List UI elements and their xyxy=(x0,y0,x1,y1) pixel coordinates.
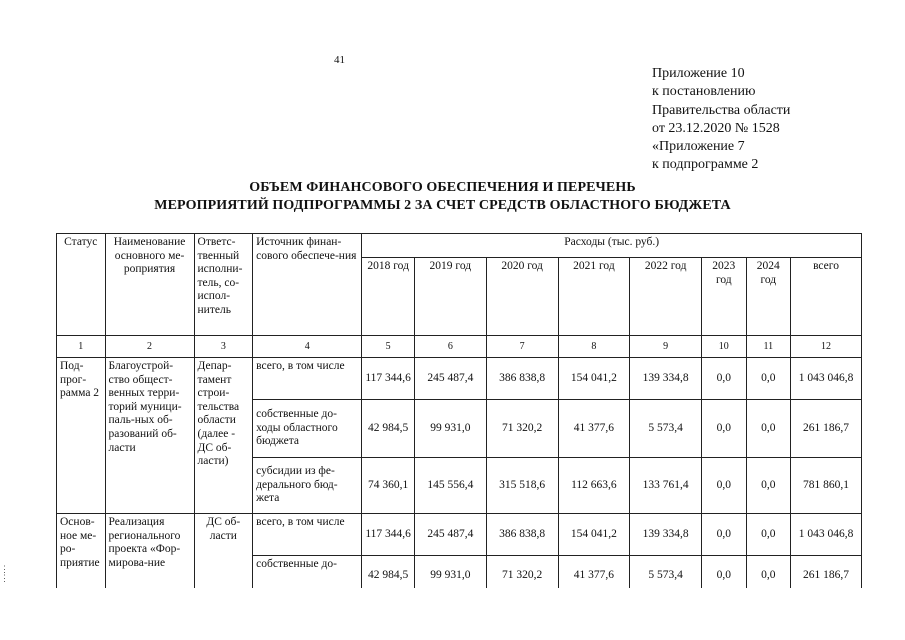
column-number: 5 xyxy=(362,336,415,358)
value-cell: 0,0 xyxy=(702,458,746,514)
header-source: Источник финан-сового обеспече-ния xyxy=(253,234,362,336)
value-cell: 133 761,4 xyxy=(630,458,702,514)
value-cell: 139 334,8 xyxy=(630,514,702,556)
value-cell: 71 320,2 xyxy=(486,556,558,589)
value-cell: 42 984,5 xyxy=(362,556,415,589)
value-cell: 315 518,6 xyxy=(486,458,558,514)
column-number: 1 xyxy=(57,336,106,358)
appendix-line: от 23.12.2020 № 1528 xyxy=(652,120,780,136)
row-status: Основ-ное ме-ро-приятие xyxy=(57,514,106,589)
page-number: 41 xyxy=(334,54,345,66)
value-cell: 245 487,4 xyxy=(414,514,486,556)
value-cell: 781 860,1 xyxy=(791,458,862,514)
row-status: Под-прог-рамма 2 xyxy=(57,358,106,514)
header-year: 2020 год xyxy=(486,258,558,336)
value-cell: 74 360,1 xyxy=(362,458,415,514)
value-cell: 41 377,6 xyxy=(558,556,630,589)
document-title-line2: МЕРОПРИЯТИЙ ПОДПРОГРАММЫ 2 ЗА СЧЕТ СРЕДСТВ ОБЛАСТНОГО БЮДЖЕТА xyxy=(154,198,731,213)
column-number: 6 xyxy=(414,336,486,358)
value-cell: 386 838,8 xyxy=(486,514,558,556)
header-year: 2023 год xyxy=(702,258,746,336)
value-cell: 0,0 xyxy=(702,358,746,400)
appendix-line: «Приложение 7 xyxy=(652,139,745,155)
row-source: субсидии из фе-дерального бюд-жета xyxy=(253,458,362,514)
value-cell: 117 344,6 xyxy=(362,358,415,400)
appendix-line: к постановлению xyxy=(652,84,756,100)
header-status: Статус xyxy=(57,234,106,336)
column-number: 11 xyxy=(746,336,790,358)
value-cell: 41 377,6 xyxy=(558,400,630,458)
appendix-note xyxy=(652,65,790,175)
value-cell: 1 043 046,8 xyxy=(791,514,862,556)
header-year: 2018 год xyxy=(362,258,415,336)
value-cell: 42 984,5 xyxy=(362,400,415,458)
finance-table-container xyxy=(56,233,862,588)
value-cell: 145 556,4 xyxy=(414,458,486,514)
column-number: 12 xyxy=(791,336,862,358)
value-cell: 0,0 xyxy=(702,556,746,589)
value-cell: 99 931,0 xyxy=(414,400,486,458)
value-cell: 0,0 xyxy=(702,400,746,458)
value-cell: 117 344,6 xyxy=(362,514,415,556)
value-cell: 0,0 xyxy=(746,514,790,556)
column-number: 7 xyxy=(486,336,558,358)
document-title-line1: ОБЪЕМ ФИНАНСОВОГО ОБЕСПЕЧЕНИЯ И ПЕРЕЧЕНЬ xyxy=(249,180,636,195)
value-cell: 5 573,4 xyxy=(630,400,702,458)
row-name: Реализация регионального проекта «Фор-мирова-ние xyxy=(105,514,194,589)
header-year: 2021 год xyxy=(558,258,630,336)
value-cell: 1 043 046,8 xyxy=(791,358,862,400)
row-source: собственные до-ходы областного бюджета xyxy=(253,400,362,458)
value-cell: 0,0 xyxy=(746,556,790,589)
column-number: 10 xyxy=(702,336,746,358)
value-cell: 154 041,2 xyxy=(558,358,630,400)
value-cell: 0,0 xyxy=(746,358,790,400)
value-cell: 261 186,7 xyxy=(791,556,862,589)
value-cell: 245 487,4 xyxy=(414,358,486,400)
row-name: Благоустрой-ство общест-венных терри-торий муници-паль-ных об-разований об-ласти xyxy=(105,358,194,514)
header-executor: Ответс-твенный исполни-тель, со-испол-нитель xyxy=(194,234,253,336)
row-source: всего, в том числе xyxy=(253,514,362,556)
value-cell: 99 931,0 xyxy=(414,556,486,589)
value-cell: 5 573,4 xyxy=(630,556,702,589)
header-year: 2024 год xyxy=(746,258,790,336)
header-year: 2019 год xyxy=(414,258,486,336)
appendix-line: Приложение 10 xyxy=(652,66,745,81)
header-expenses: Расходы (тыс. руб.) xyxy=(362,234,862,258)
appendix-line: к подпрограмме 2 xyxy=(652,157,759,173)
value-cell: 154 041,2 xyxy=(558,514,630,556)
row-source: всего, в том числе xyxy=(253,358,362,400)
value-cell: 0,0 xyxy=(702,514,746,556)
value-cell: 0,0 xyxy=(746,400,790,458)
appendix-line: Правительства области xyxy=(652,102,791,118)
column-number: 9 xyxy=(630,336,702,358)
finance-table xyxy=(56,233,862,588)
column-number: 3 xyxy=(194,336,253,358)
column-number: 2 xyxy=(105,336,194,358)
header-name: Наименование основного ме-роприятия xyxy=(105,234,194,336)
value-cell: 386 838,8 xyxy=(486,358,558,400)
row-executor: Депар-тамент строи-тельства области (далее - ДС об-ласти) xyxy=(194,358,253,514)
header-total: всего xyxy=(791,258,862,336)
column-number: 4 xyxy=(253,336,362,358)
row-source: собственные до- xyxy=(253,556,362,589)
value-cell: 112 663,6 xyxy=(558,458,630,514)
column-number: 8 xyxy=(558,336,630,358)
value-cell: 71 320,2 xyxy=(486,400,558,458)
value-cell: 261 186,7 xyxy=(791,400,862,458)
row-executor: ДС об-ласти xyxy=(194,514,253,589)
value-cell: 0,0 xyxy=(746,458,790,514)
scan-margin-mark: ⋮ ⋮ xyxy=(0,564,9,583)
value-cell: 139 334,8 xyxy=(630,358,702,400)
header-year: 2022 год xyxy=(630,258,702,336)
